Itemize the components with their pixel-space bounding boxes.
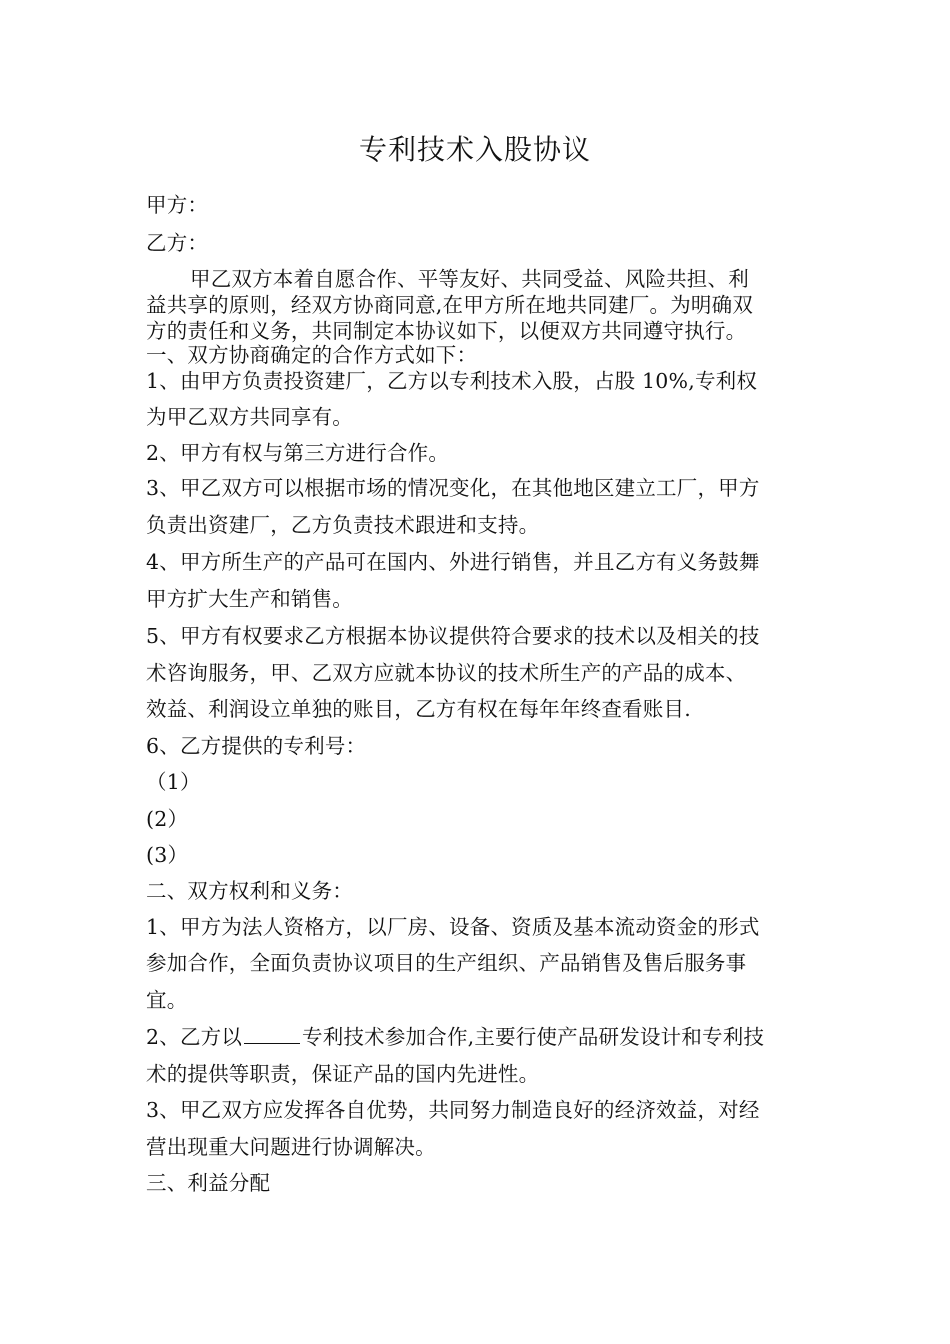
patent-number-3: (3）: [146, 843, 189, 867]
item-2-suffix: 专利技术参加合作,主要行使产品研发设计和专利技: [302, 1025, 765, 1049]
preamble-line: 益共享的原则，经双方协商同意,在甲方所在地共同建厂。为明确双: [146, 293, 754, 317]
section-2-line: 营出现重大问题进行协调解决。: [146, 1135, 436, 1159]
section-1-line: 2、甲方有权与第三方进行合作。: [146, 441, 450, 465]
section-1-line: 6、乙方提供的专利号：: [146, 734, 367, 758]
preamble-line: 甲乙双方本着自愿合作、平等友好、共同受益、风险共担、利: [190, 267, 749, 291]
preamble-line: 方的责任和义务，共同制定本协议如下，以便双方共同遵守执行。: [146, 319, 747, 343]
section-2-line: 参加合作，全面负责协议项目的生产组织、产品销售及售后服务事: [146, 951, 747, 975]
section-2-heading: 二、双方权利和义务：: [146, 879, 353, 903]
section-1-line: 4、甲方所生产的产品可在国内、外进行销售，并且乙方有义务鼓舞: [146, 550, 760, 574]
section-1-line: 1、由甲方负责投资建厂，乙方以专利技术入股，占股 10%,专利权: [146, 369, 758, 393]
section-2-line: 1、甲方为法人资格方，以厂房、设备、资质及基本流动资金的形式: [146, 915, 760, 939]
section-2-line: 术的提供等职责，保证产品的国内先进性。: [146, 1062, 540, 1086]
section-1-heading: 一、双方协商确定的合作方式如下：: [146, 343, 478, 367]
section-1-line: 效益、利润设立单独的账目，乙方有权在每年年终查看账目.: [146, 697, 691, 721]
section-1-line: 5、甲方有权要求乙方根据本协议提供符合要求的技术以及相关的技: [146, 624, 760, 648]
section-2-line: 宜。: [146, 988, 188, 1012]
fill-in-blank[interactable]: [244, 1025, 300, 1044]
party-a-line: 甲方：: [146, 193, 209, 217]
patent-number-1: （1）: [146, 770, 201, 794]
section-1-line: 负责出资建厂，乙方负责技术跟进和支持。: [146, 513, 540, 537]
party-b-line: 乙方：: [146, 231, 209, 255]
section-1-line: 术咨询服务，甲、乙双方应就本协议的技术所生产的产品的成本、: [146, 661, 747, 685]
section-3-heading: 三、利益分配: [146, 1171, 271, 1195]
patent-number-2: (2）: [146, 807, 189, 831]
item-2-prefix: 2、乙方以: [146, 1025, 243, 1049]
section-2-line: 3、甲乙双方应发挥各自优势，共同努力制造良好的经济效益，对经: [146, 1098, 760, 1122]
section-2-item-2: [146, 1020, 764, 1050]
page-title: 专利技术入股协议: [358, 133, 591, 166]
section-1-line: 甲方扩大生产和销售。: [146, 587, 353, 611]
section-1-line: 为甲乙双方共同享有。: [146, 405, 353, 429]
section-1-line: 3、甲乙双方可以根据市场的情况变化，在其他地区建立工厂，甲方: [146, 476, 760, 500]
